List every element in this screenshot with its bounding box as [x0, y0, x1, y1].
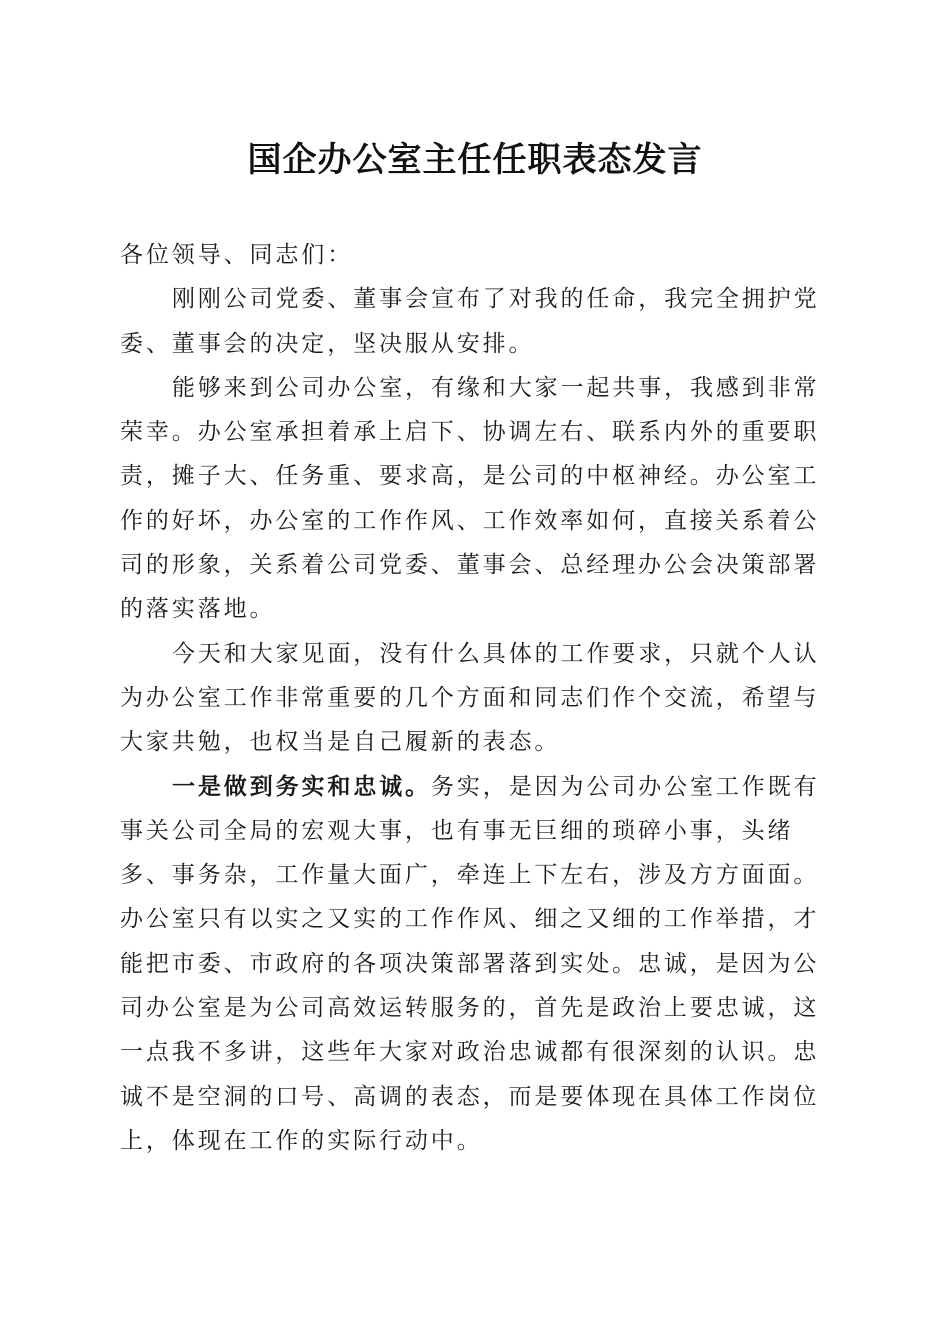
paragraph-exchange: 今天和大家见面，没有什么具体的工作要求，只就个人认为办公室工作非常重要的几个方面和同志们作个交流，希望与大家共勉，也权当是自己履新的表态。: [120, 640, 820, 756]
paragraph-point-one: [120, 765, 820, 1164]
paragraph-point-one-text: 务实，是因为公司办公室工作既有事关公司全局的宏观大事，也有事无巨细的琐碎小事，头绪多、事务杂，工作量大面广，牵连上下左右，涉及方方面面。办公室只有以实之又实的工作作风、细之又细的工作举措，才能把市委、市政府的各项决策部署落到实处。忠诚，是因为公司办公室是为公司高效运转服务的，首先是政治上要忠诚，这一点我不多讲，这些年大家对政治忠诚都有很深刻的认识。忠诚不是空洞的口号、高调的表态，而是要体现在具体工作岗位上，体现在工作的实际行动中。: [120, 773, 820, 1154]
salutation: 各位领导、同志们：: [120, 242, 354, 268]
paragraph-appointment: 刚刚公司党委、董事会宣布了对我的任命，我完全拥护党委、董事会的决定，坚决服从安排。: [120, 286, 820, 357]
paragraph-lead: 一是做到务实和忠诚。: [172, 772, 431, 800]
document-title: 国企办公室主任任职表态发言: [247, 140, 703, 180]
paragraph-office-role: 能够来到公司办公室，有缘和大家一起共事，我感到非常荣幸。办公室承担着承上启下、协调左右、联系内外的重要职责，摊子大、任务重、要求高，是公司的中枢神经。办公室工作的好坏，办公室的工作作风、工作效率如何，直接关系着公司的形象，关系着公司党委、董事会、总经理办公会决策部署的落实落地。: [120, 374, 820, 623]
document-body: [120, 233, 820, 1163]
